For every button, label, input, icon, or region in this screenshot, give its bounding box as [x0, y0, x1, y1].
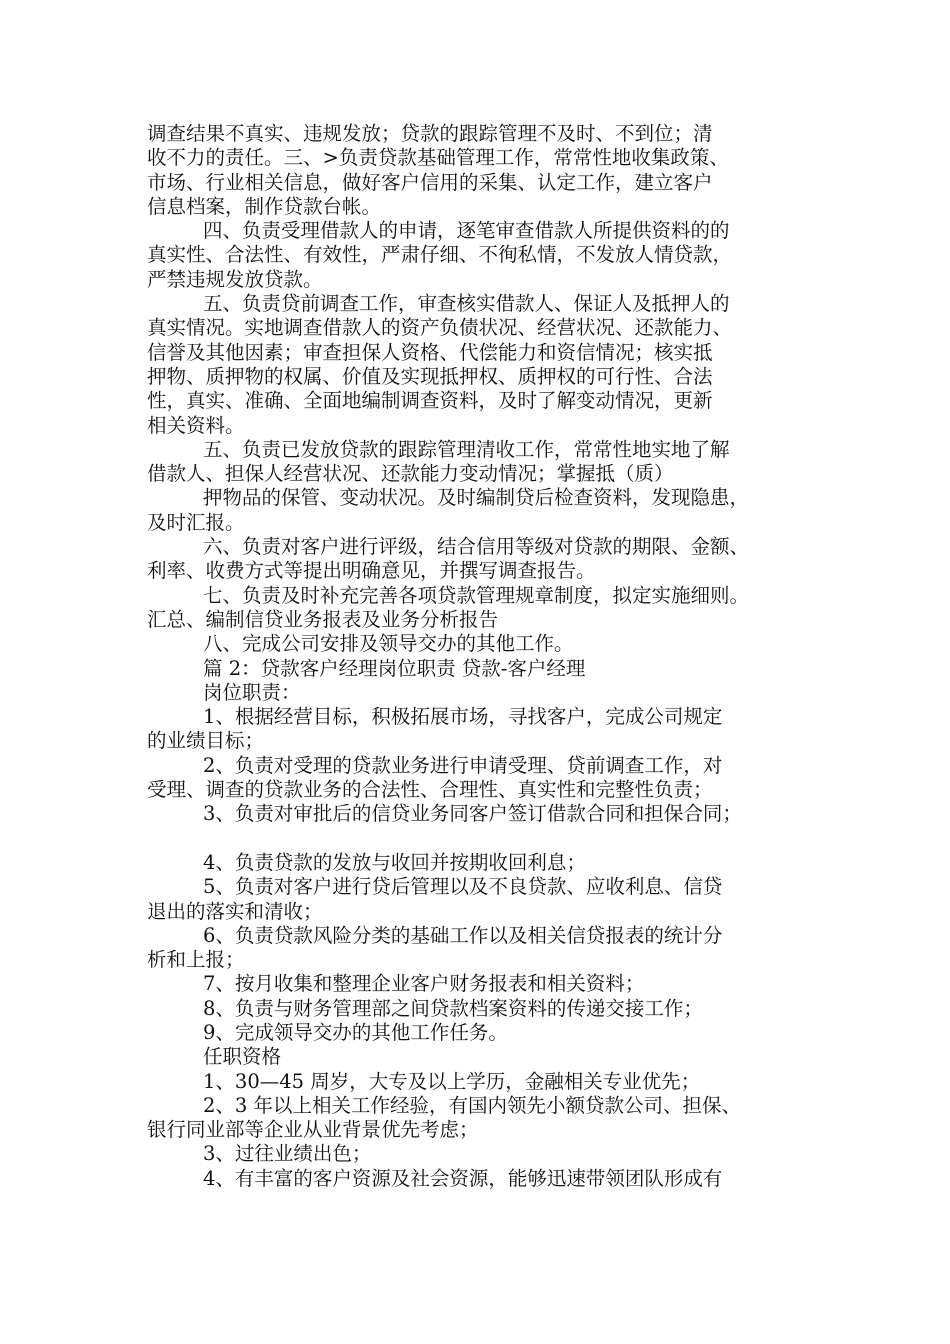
text-line: 1、30—45 周岁，大专及以上学历，金融相关专业优先；: [203, 1069, 701, 1093]
text-line: 7、按月收集和整理企业客户财务报表和相关资料；: [203, 972, 645, 996]
text-line: 退出的落实和清收；: [147, 899, 323, 923]
text-line: 五、负责已发放贷款的跟踪管理清收工作，常常性地实地了解: [203, 437, 730, 461]
text-line: 的业绩目标；: [147, 729, 265, 753]
text-line: 析和上报；: [147, 948, 245, 972]
subsection-heading: 岗位职责：: [203, 680, 301, 704]
text-line: 2、负责对受理的贷款业务进行申请受理、贷前调查工作，对: [203, 753, 723, 777]
text-line: 及时汇报。: [147, 510, 245, 534]
text-line: 押物品的保管、变动状况。及时编制贷后检查资料，发现隐患，: [203, 486, 750, 510]
text-line: 3、过往业绩出色；: [203, 1142, 372, 1166]
text-line: 1、根据经营目标，积极拓展市场，寻找客户，完成公司规定: [203, 705, 723, 729]
text-line: 9、完成领导交办的其他工作任务。: [203, 1020, 508, 1044]
text-line: 性，真实、准确、全面地编制调查资料，及时了解变动情况，更新: [147, 389, 713, 413]
text-line: 严禁违规发放贷款。: [147, 267, 323, 291]
text-line: 押物、质押物的权属、价值及实现抵押权、质押权的可行性、合法: [147, 364, 713, 388]
text-line: 5、负责对客户进行贷后管理以及不良贷款、应收利息、信贷: [203, 875, 723, 899]
text-line: 汇总、编制信贷业务报表及业务分析报告: [147, 607, 499, 631]
text-line: 调查结果不真实、违规发放；贷款的跟踪管理不及时、不到位；清: [147, 122, 713, 145]
text-line: 六、负责对客户进行评级，结合信用等级对贷款的期限、金额、: [203, 535, 750, 559]
text-line: 利率、收费方式等提出明确意见，并撰写调查报告。: [147, 559, 596, 583]
text-line: 真实性、合法性、有效性，严肃仔细、不徇私情，不发放人情贷款，: [147, 243, 733, 267]
text-line: 6、负责贷款风险分类的基础工作以及相关信贷报表的统计分: [203, 923, 723, 947]
text-line: 2、3 年以上相关工作经验，有国内领先小额贷款公司、担保、: [203, 1093, 742, 1117]
text-line: 四、负责受理借款人的申请，逐笔审查借款人所提供资料的的: [203, 219, 730, 243]
text-line: 银行同业部等企业从业背景优先考虑；: [147, 1118, 479, 1142]
text-line: 八、完成公司安排及领导交办的其他工作。: [203, 632, 574, 656]
text-line: 4、负责贷款的发放与收回并按期收回利息；: [203, 850, 586, 874]
subsection-heading: 任职资格: [203, 1045, 282, 1069]
text-line: 8、负责与财务管理部之间贷款档案资料的传递交接工作；: [203, 996, 703, 1020]
text-line: 受理、调查的贷款业务的合法性、合理性、真实性和完整性负责；: [147, 778, 713, 802]
document-body: [147, 122, 827, 1191]
text-line: 3、负责对审批后的信贷业务同客户签订借款合同和担保合同；: [203, 802, 742, 826]
blank-line: [147, 827, 827, 851]
text-line: 信息档案，制作贷款台帐。: [147, 194, 382, 218]
text-line: 收不力的责任。三、>负责贷款基础管理工作，常常性地收集政策、: [147, 146, 729, 170]
text-line: 借款人、担保人经营状况、还款能力变动情况；掌握抵（质）: [147, 462, 674, 486]
text-line: 真实情况。实地调查借款人的资产负债状况、经营状况、还款能力、: [147, 316, 733, 340]
text-line: 4、有丰富的客户资源及社会资源，能够迅速带领团队形成有: [203, 1166, 723, 1190]
text-line: 市场、行业相关信息，做好客户信用的采集、认定工作，建立客户: [147, 170, 713, 194]
text-line: 相关资料。: [147, 413, 245, 437]
text-line: 五、负责贷前调查工作，审查核实借款人、保证人及抵押人的: [203, 292, 730, 316]
text-line: 信誉及其他因素；审查担保人资格、代偿能力和资信情况；核实抵: [147, 340, 713, 364]
section-heading: 篇 2：贷款客户经理岗位职责 贷款-客户经理: [203, 656, 586, 680]
text-line: 七、负责及时补充完善各项贷款管理规章制度，拟定实施细则。: [203, 583, 750, 607]
